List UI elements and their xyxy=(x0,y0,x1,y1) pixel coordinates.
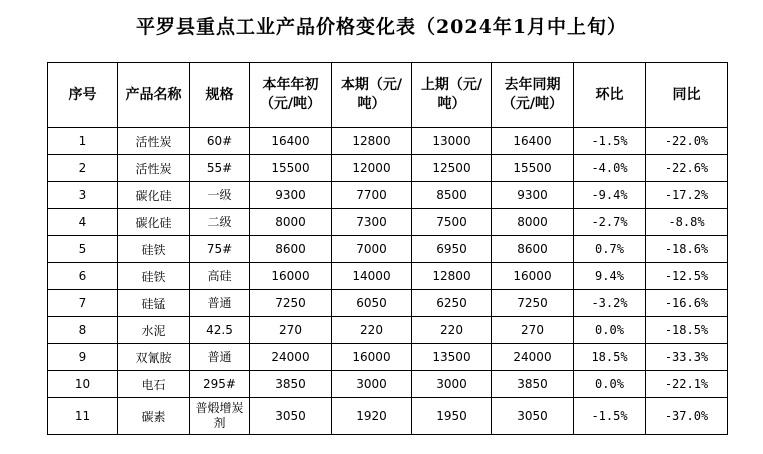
header-current: 本期（元/吨） xyxy=(332,63,412,128)
cell-last-year: 3850 xyxy=(492,371,574,398)
cell-yoy: -37.0% xyxy=(646,398,728,435)
cell-current: 16000 xyxy=(332,344,412,371)
table-row xyxy=(48,371,728,398)
cell-mom: -4.0% xyxy=(574,155,646,182)
cell-product: 碳化硅 xyxy=(118,182,190,209)
cell-yoy: -18.6% xyxy=(646,236,728,263)
cell-product: 碳素 xyxy=(118,398,190,435)
cell-mom: 0.7% xyxy=(574,236,646,263)
cell-last-year: 8600 xyxy=(492,236,574,263)
cell-last-year: 16000 xyxy=(492,263,574,290)
cell-index: 6 xyxy=(48,263,118,290)
cell-previous: 220 xyxy=(412,317,492,344)
cell-last-year: 15500 xyxy=(492,155,574,182)
header-product: 产品名称 xyxy=(118,63,190,128)
cell-previous: 3000 xyxy=(412,371,492,398)
cell-last-year: 270 xyxy=(492,317,574,344)
cell-product: 水泥 xyxy=(118,317,190,344)
cell-previous: 8500 xyxy=(412,182,492,209)
cell-last-year: 3050 xyxy=(492,398,574,435)
cell-mom: -1.5% xyxy=(574,398,646,435)
cell-index: 3 xyxy=(48,182,118,209)
header-spec: 规格 xyxy=(190,63,250,128)
cell-mom: 9.4% xyxy=(574,263,646,290)
cell-index: 9 xyxy=(48,344,118,371)
cell-year-start: 3050 xyxy=(250,398,332,435)
cell-year-start: 7250 xyxy=(250,290,332,317)
cell-spec: 295# xyxy=(190,371,250,398)
cell-spec: 60# xyxy=(190,128,250,155)
cell-product: 电石 xyxy=(118,371,190,398)
cell-yoy: -22.0% xyxy=(646,128,728,155)
cell-product: 硅锰 xyxy=(118,290,190,317)
cell-index: 1 xyxy=(48,128,118,155)
cell-yoy: -18.5% xyxy=(646,317,728,344)
cell-product: 活性炭 xyxy=(118,128,190,155)
table-row xyxy=(48,209,728,236)
table-row xyxy=(48,317,728,344)
table-row xyxy=(48,155,728,182)
table-row xyxy=(48,128,728,155)
cell-index: 10 xyxy=(48,371,118,398)
cell-spec: 55# xyxy=(190,155,250,182)
header-previous: 上期（元/吨） xyxy=(412,63,492,128)
cell-mom: 0.0% xyxy=(574,371,646,398)
cell-current: 7300 xyxy=(332,209,412,236)
cell-current: 1920 xyxy=(332,398,412,435)
cell-year-start: 24000 xyxy=(250,344,332,371)
cell-year-start: 8600 xyxy=(250,236,332,263)
cell-previous: 6950 xyxy=(412,236,492,263)
cell-yoy: -12.5% xyxy=(646,263,728,290)
cell-current: 6050 xyxy=(332,290,412,317)
cell-last-year: 7250 xyxy=(492,290,574,317)
cell-yoy: -33.3% xyxy=(646,344,728,371)
header-year-start: 本年年初（元/吨） xyxy=(250,63,332,128)
cell-current: 7700 xyxy=(332,182,412,209)
table-row xyxy=(48,344,728,371)
cell-yoy: -16.6% xyxy=(646,290,728,317)
cell-last-year: 8000 xyxy=(492,209,574,236)
cell-index: 5 xyxy=(48,236,118,263)
cell-year-start: 15500 xyxy=(250,155,332,182)
cell-spec: 高硅 xyxy=(190,263,250,290)
cell-mom: -2.7% xyxy=(574,209,646,236)
cell-mom: -3.2% xyxy=(574,290,646,317)
header-index: 序号 xyxy=(48,63,118,128)
cell-yoy: -22.6% xyxy=(646,155,728,182)
cell-index: 7 xyxy=(48,290,118,317)
cell-last-year: 16400 xyxy=(492,128,574,155)
cell-product: 硅铁 xyxy=(118,263,190,290)
header-yoy: 同比 xyxy=(646,63,728,128)
cell-previous: 7500 xyxy=(412,209,492,236)
cell-year-start: 270 xyxy=(250,317,332,344)
table-row xyxy=(48,263,728,290)
cell-previous: 12500 xyxy=(412,155,492,182)
cell-current: 14000 xyxy=(332,263,412,290)
cell-current: 12800 xyxy=(332,128,412,155)
cell-index: 11 xyxy=(48,398,118,435)
cell-spec: 42.5 xyxy=(190,317,250,344)
header-mom: 环比 xyxy=(574,63,646,128)
cell-current: 12000 xyxy=(332,155,412,182)
cell-year-start: 3850 xyxy=(250,371,332,398)
cell-previous: 6250 xyxy=(412,290,492,317)
cell-last-year: 24000 xyxy=(492,344,574,371)
cell-spec: 普通 xyxy=(190,344,250,371)
cell-product: 双氰胺 xyxy=(118,344,190,371)
cell-mom: -1.5% xyxy=(574,128,646,155)
cell-spec: 普煅增炭剂 xyxy=(190,398,250,435)
table-header xyxy=(48,63,728,128)
cell-mom: 18.5% xyxy=(574,344,646,371)
table-row xyxy=(48,398,728,435)
cell-index: 2 xyxy=(48,155,118,182)
cell-previous: 13000 xyxy=(412,128,492,155)
cell-yoy: -8.8% xyxy=(646,209,728,236)
cell-spec: 一级 xyxy=(190,182,250,209)
cell-previous: 1950 xyxy=(412,398,492,435)
cell-year-start: 16400 xyxy=(250,128,332,155)
cell-current: 220 xyxy=(332,317,412,344)
table-row xyxy=(48,290,728,317)
cell-previous: 13500 xyxy=(412,344,492,371)
cell-product: 碳化硅 xyxy=(118,209,190,236)
cell-current: 3000 xyxy=(332,371,412,398)
cell-year-start: 9300 xyxy=(250,182,332,209)
cell-last-year: 9300 xyxy=(492,182,574,209)
table-body xyxy=(48,128,728,435)
table-row xyxy=(48,182,728,209)
table-row xyxy=(48,236,728,263)
cell-year-start: 8000 xyxy=(250,209,332,236)
cell-product: 活性炭 xyxy=(118,155,190,182)
cell-yoy: -17.2% xyxy=(646,182,728,209)
cell-spec: 二级 xyxy=(190,209,250,236)
cell-mom: 0.0% xyxy=(574,317,646,344)
cell-yoy: -22.1% xyxy=(646,371,728,398)
cell-index: 4 xyxy=(48,209,118,236)
cell-previous: 12800 xyxy=(412,263,492,290)
header-last-year: 去年同期（元/吨） xyxy=(492,63,574,128)
cell-index: 8 xyxy=(48,317,118,344)
cell-product: 硅铁 xyxy=(118,236,190,263)
price-table xyxy=(47,62,728,435)
page-title: 平罗县重点工业产品价格变化表（2024年1月中上旬） xyxy=(135,16,628,38)
cell-spec: 普通 xyxy=(190,290,250,317)
cell-mom: -9.4% xyxy=(574,182,646,209)
cell-year-start: 16000 xyxy=(250,263,332,290)
cell-spec: 75# xyxy=(190,236,250,263)
cell-current: 7000 xyxy=(332,236,412,263)
